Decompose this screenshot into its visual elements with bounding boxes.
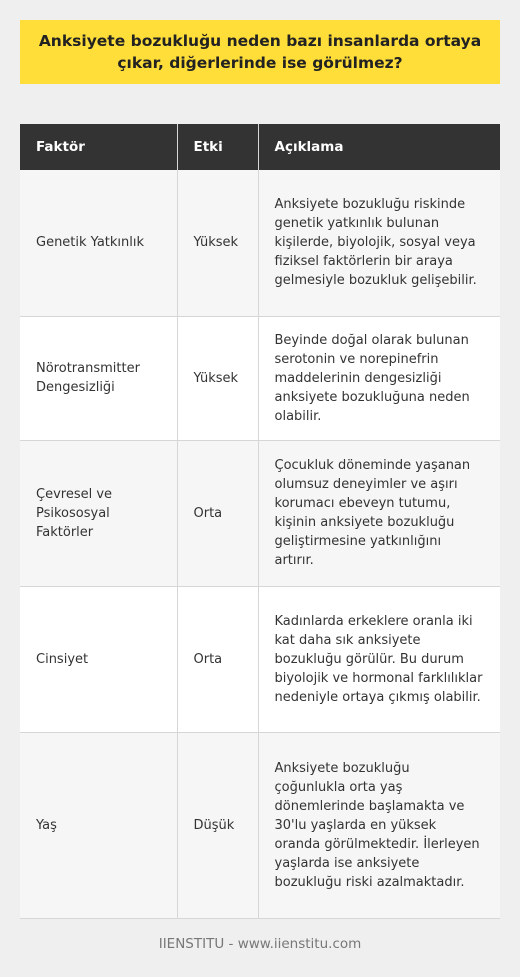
cell-effect: Düşük (177, 732, 258, 918)
cell-effect: Yüksek (177, 316, 258, 440)
cell-description: Anksiyete bozukluğu çoğunlukla orta yaş dönemlerinde başlamakta ve 30'lu yaşlarda en yüksek oranda görülmektedir. İlerleyen yaşlarda ise anksiyete bozukluğu riski azalmaktadır. (258, 732, 500, 918)
header-factor: Faktör (20, 124, 177, 170)
cell-factor: Yaş (20, 732, 177, 918)
table-row (20, 440, 500, 586)
cell-factor: Nörotransmitter Dengesizliği (20, 316, 177, 440)
header-description: Açıklama (258, 124, 500, 170)
table-container (20, 124, 500, 919)
cell-effect: Yüksek (177, 170, 258, 316)
footer-credit: IIENSTITU - www.iienstitu.com (158, 936, 362, 952)
cell-factor: Cinsiyet (20, 586, 177, 732)
cell-description: Çocukluk döneminde yaşanan olumsuz deneyimler ve aşırı korumacı ebeveyn tutumu, kişinin anksiyete bozukluğu geliştirmesine yatkınlığını artırır. (258, 440, 500, 586)
title-banner (20, 20, 500, 84)
factor-table (20, 124, 500, 919)
table-row (20, 586, 500, 732)
table-row (20, 316, 500, 440)
cell-description: Kadınlarda erkeklere oranla iki kat daha sık anksiyete bozukluğu görülür. Bu durum biyolojik ve hormonal farklılıklar nedeniyle ortaya çıkmış olabilir. (258, 586, 500, 732)
cell-factor: Çevresel ve Psikososyal Faktörler (20, 440, 177, 586)
cell-description: Anksiyete bozukluğu riskinde genetik yatkınlık bulunan kişilerde, biyolojik, sosyal veya fiziksel faktörlerin bir araya gelmesiyle bozukluk gelişebilir. (258, 170, 500, 316)
header-effect: Etki (177, 124, 258, 170)
cell-effect: Orta (177, 586, 258, 732)
table-header-row (20, 124, 500, 170)
cell-description: Beyinde doğal olarak bulunan serotonin ve norepinefrin maddelerinin dengesizliği anksiyete bozukluğuna neden olabilir. (258, 316, 500, 440)
cell-factor: Genetik Yatkınlık (20, 170, 177, 316)
table-row (20, 732, 500, 918)
page-title: Anksiyete bozukluğu neden bazı insanlarda ortaya çıkar, diğerlerinde ise görülmez? (38, 32, 482, 72)
cell-effect: Orta (177, 440, 258, 586)
table-row (20, 170, 500, 316)
